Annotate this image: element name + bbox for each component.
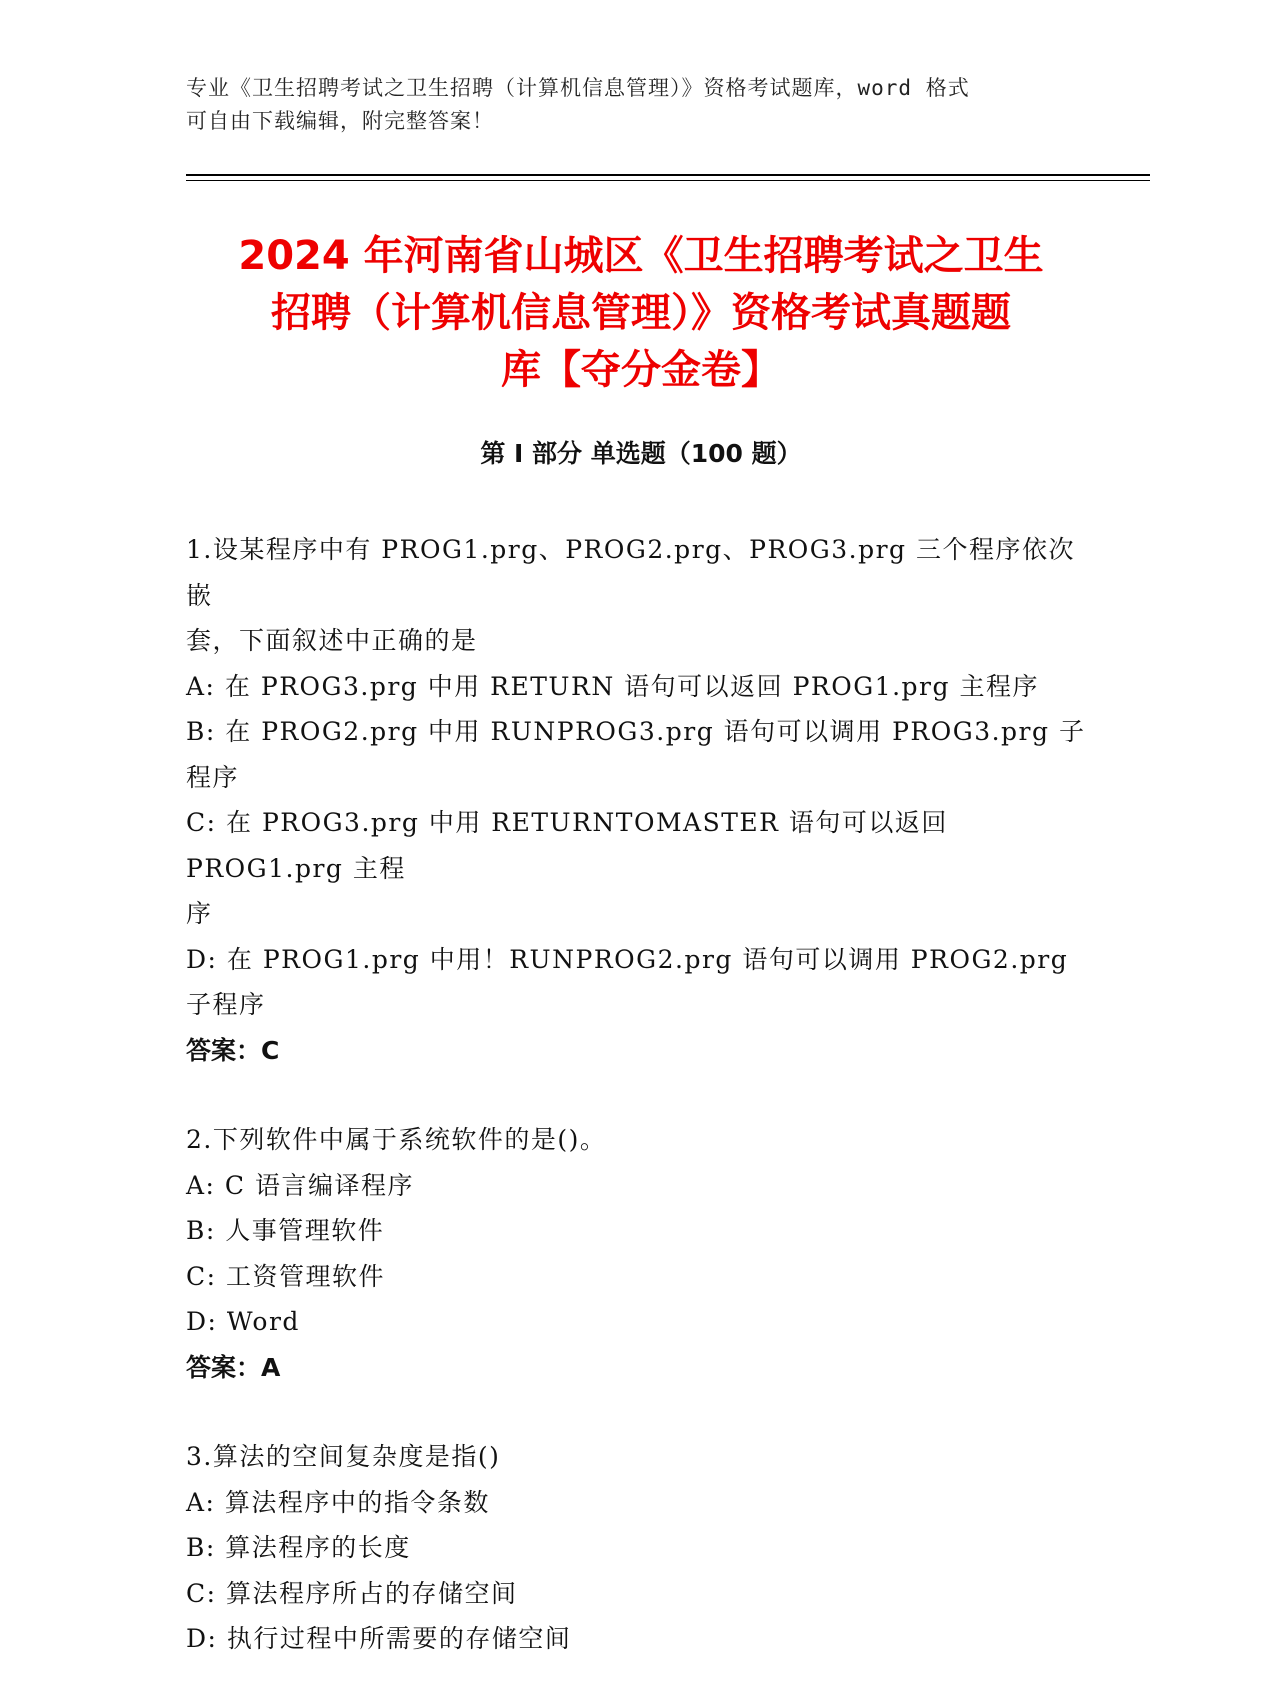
document-title-line-1: 2024 年河南省山城区《卫生招聘考试之卫生	[238, 233, 1044, 279]
option-c: C: 算法程序所占的存储空间	[186, 1578, 518, 1608]
option-d: D: 执行过程中所需要的存储空间	[186, 1624, 572, 1653]
option-b: B: 算法程序的长度	[186, 1533, 411, 1562]
option-a: A: C 语言编译程序	[186, 1170, 414, 1200]
question-stem-line-1: 1.设某程序中有 PROG1.prg、PROG2.prg、PROG3.prg 三个程序依次嵌	[186, 535, 1076, 610]
question-stem-line-2: 套，下面叙述中正确的是	[186, 626, 478, 655]
question-stem: 3.算法的空间复杂度是指()	[186, 1442, 501, 1471]
option-c-line-2: 序	[186, 899, 213, 928]
header-note	[186, 72, 1066, 138]
header-note-line-1: 专业《卫生招聘考试之卫生招聘（计算机信息管理）》资格考试题库，word 格式	[186, 76, 970, 100]
answer: 答案：A	[186, 1352, 281, 1382]
option-d: D: 在 PROG1.prg 中用！RUNPROG2.prg 语句可以调用 PROG2.prg 子程序	[186, 944, 1069, 1019]
option-b: B: 人事管理软件	[186, 1216, 385, 1245]
option-a: A: 在 PROG3.prg 中用 RETURN 语句可以返回 PROG1.prg 主程序	[186, 671, 1039, 701]
question-1	[186, 527, 1086, 1073]
option-b: B: 在 PROG2.prg 中用 RUNPROG3.prg 语句可以调用 PROG3.prg 子程序	[186, 717, 1086, 792]
document-title	[186, 228, 1096, 399]
answer: 答案：C	[186, 1035, 280, 1065]
option-c: C: 工资管理软件	[186, 1261, 385, 1291]
question-2	[186, 1117, 1086, 1390]
header-rule-thin	[186, 180, 1150, 181]
option-c-line-1: C: 在 PROG3.prg 中用 RETURNTOMASTER 语句可以返回 PROG1.prg 主程	[186, 808, 948, 883]
document-title-line-2: 招聘（计算机信息管理）》资格考试真题题	[271, 290, 1011, 336]
question-list	[186, 527, 1086, 1706]
option-d: D: Word	[186, 1307, 300, 1336]
question-3	[186, 1434, 1086, 1662]
header-rule-thick	[186, 174, 1150, 176]
document-title-line-3: 库【夺分金卷】	[501, 347, 781, 393]
section-heading: 第 I 部分 单选题（100 题）	[480, 439, 802, 468]
option-a: A: 算法程序中的指令条数	[186, 1487, 490, 1517]
question-stem: 2.下列软件中属于系统软件的是()。	[186, 1125, 607, 1154]
header-note-line-2: 可自由下载编辑，附完整答案！	[186, 109, 494, 133]
